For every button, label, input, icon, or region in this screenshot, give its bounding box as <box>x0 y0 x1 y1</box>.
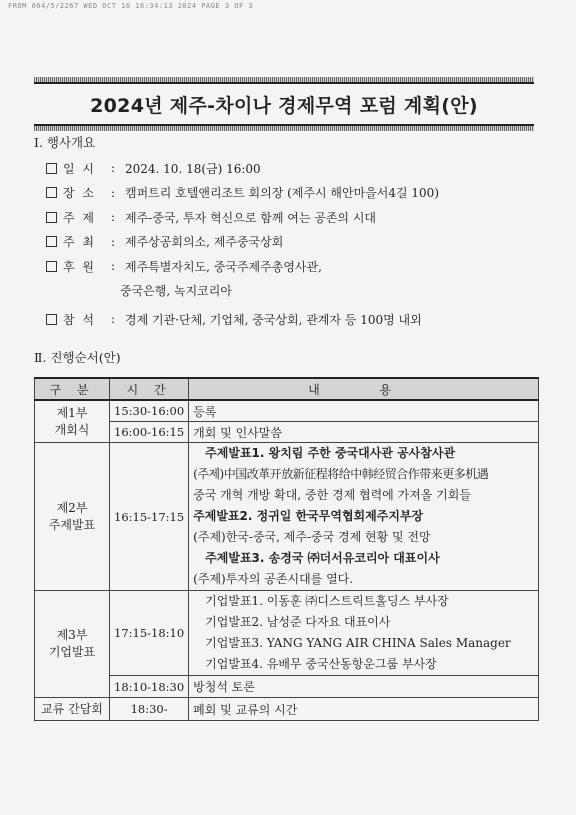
info-row-venue: 장 소 : 캠퍼트리 호텔앤리조트 회의장 (제주시 해안마을서4길 100) <box>46 181 546 206</box>
checkbox-icon <box>46 261 57 272</box>
table-row <box>35 591 539 676</box>
talk-subject: 중국 개혁 개방 확대, 중한 경제 협력에 가져올 기회들 <box>193 488 471 502</box>
part3-cell: 제3부 기업발표 <box>35 591 110 698</box>
info-key: 후 원 <box>63 259 96 274</box>
program-table <box>34 377 539 721</box>
part2-cell: 제2부 주제발표 <box>35 443 110 591</box>
time-cell: 18:30- <box>110 698 189 721</box>
table-row <box>35 676 539 698</box>
checkbox-icon <box>46 187 57 198</box>
table-header-row <box>35 378 539 400</box>
checkbox-icon <box>46 163 57 174</box>
info-row-date: 일 시 : 2024. 10. 18(금) 16:00 <box>46 156 546 181</box>
time-cell: 16:00-16:15 <box>110 422 189 443</box>
info-key: 장 소 <box>63 186 96 201</box>
talk-title: 주제발표2. 정귀일 한국무역협회제주지부장 <box>193 509 424 523</box>
table-row <box>35 698 539 721</box>
content-cell <box>189 443 539 591</box>
info-row-attendees: 참 석 : 경제 기관·단체, 기업체, 중국상회, 관계자 등 100명 내외 <box>46 307 546 332</box>
header-time: 시 간 <box>110 378 189 400</box>
content-cell: 방청석 토론 <box>189 676 539 698</box>
info-value: 제주상공회의소, 제주중국상회 <box>125 235 284 250</box>
event-info-list <box>46 156 546 332</box>
time-cell: 18:10-18:30 <box>110 676 189 698</box>
info-value: 캠퍼트리 호텔앤리조트 회의장 (제주시 해안마을서4길 100) <box>125 186 440 201</box>
title-bar <box>34 77 534 131</box>
info-key: 주 제 <box>63 210 96 225</box>
info-key: 참 석 <box>63 312 96 327</box>
table-row <box>35 443 539 591</box>
info-row-theme: 주 제 : 제주-중국, 투자 혁신으로 함께 여는 공존의 시대 <box>46 205 546 230</box>
company-talk: 기업발표1. 이동훈 ㈜디스트릭트홀딩스 부사장 <box>205 594 449 608</box>
talk-subject: (주제)투자의 공존시대를 열다. <box>193 572 354 586</box>
checkbox-icon <box>46 314 57 325</box>
fax-header: FROM 064/5/2267 WED OCT 16 16:34:13 2024 PAGE 3 OF 3 <box>8 2 254 10</box>
info-key: 주 최 <box>63 235 96 250</box>
info-value: 2024. 10. 18(금) 16:00 <box>125 161 261 176</box>
content-cell: 개회 및 인사말씀 <box>189 422 539 443</box>
info-value: 제주특별자치도, 중국주제주총영사관, <box>125 259 322 274</box>
talk-title: 주제발표1. 왕치림 주한 중국대사관 공사참사관 <box>205 446 456 460</box>
header-part: 구 분 <box>35 378 110 400</box>
document-title: 2024년 제주-차이나 경제무역 포럼 계획(안) <box>34 82 534 126</box>
talk-subject: (주제)한국-중국, 제주-중국 경제 현황 및 전망 <box>193 530 431 544</box>
header-content: 내 용 <box>189 378 539 400</box>
part4-cell: 교류 간담회 <box>35 698 110 721</box>
title-hatch-bottom <box>34 126 534 131</box>
talk-subject: (주제)中国改革开放新征程将给中韩经贸合作带来更多机遇 <box>193 467 489 481</box>
info-row-host: 주 최 : 제주상공회의소, 제주중국상회 <box>46 230 546 255</box>
info-value: 경제 기관·단체, 기업체, 중국상회, 관계자 등 100명 내외 <box>125 312 422 327</box>
time-cell: 17:15-18:10 <box>110 591 189 676</box>
table-row <box>35 400 539 422</box>
info-key: 일 시 <box>63 161 96 176</box>
section-heading-overview: Ⅰ. 행사개요 <box>34 135 96 150</box>
section-heading-program: Ⅱ. 진행순서(안) <box>34 350 121 365</box>
checkbox-icon <box>46 236 57 247</box>
info-value: 중국은행, 녹지코리아 <box>120 284 232 299</box>
time-cell: 16:15-17:15 <box>110 443 189 591</box>
company-talk: 기업발표4. 유배무 중국산동항운그룹 부사장 <box>205 657 437 671</box>
company-talk: 기업발표2. 남성준 다자요 대표이사 <box>205 615 391 629</box>
info-row-sponsor: 후 원 : 제주특별자치도, 중국주제주총영사관, <box>46 254 546 279</box>
content-cell <box>189 591 539 676</box>
info-row-sponsor-cont <box>46 279 546 304</box>
content-cell: 폐회 및 교류의 시간 <box>189 698 539 721</box>
content-cell: 등록 <box>189 400 539 422</box>
time-cell: 15:30-16:00 <box>110 400 189 422</box>
part1-cell: 제1부 개회식 <box>35 400 110 443</box>
company-talk: 기업발표3. YANG YANG AIR CHINA Sales Manager <box>205 636 511 650</box>
checkbox-icon <box>46 212 57 223</box>
info-value: 제주-중국, 투자 혁신으로 함께 여는 공존의 시대 <box>125 210 377 225</box>
table-row <box>35 422 539 443</box>
talk-title: 주제발표3. 송경국 ㈜더서유코리아 대표이사 <box>205 551 440 565</box>
